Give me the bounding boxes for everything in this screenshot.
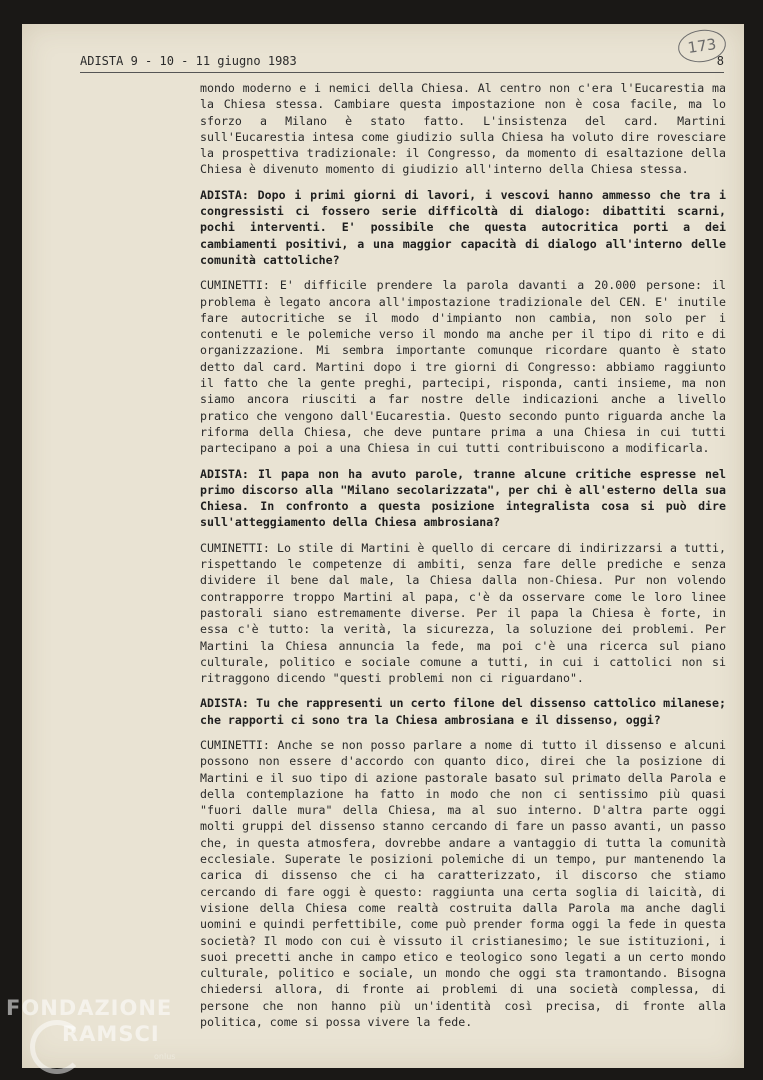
watermark-sub: onlus	[154, 1052, 176, 1061]
speaker-label: ADISTA:	[200, 696, 249, 711]
paragraph-text: Tu che rappresenti un certo filone del dissenso cattolico milanese; che rapporti ci sono tra la Chiesa ambrosiana e il dissenso, oggi?	[200, 696, 726, 727]
paragraph-answer	[200, 737, 726, 1030]
speaker-label: ADISTA:	[200, 187, 249, 202]
paragraph-question	[200, 466, 726, 531]
paragraph-answer	[200, 540, 726, 687]
page-number: 8	[716, 54, 724, 68]
speaker-label: CUMINETTI:	[200, 737, 270, 752]
fondazione-gramsci-watermark	[6, 996, 196, 1076]
paragraph-text: Anche se non posso parlare a nome di tutto il dissenso e alcuni possono non essere d'accordo con quanto dico, direi che la posizione di Martini e il suo tipo di azione pastorale basato sul primato della Parola e della contemplazione ha fatto in modo che non ci sentissimo più quasi "fuori dalle mura" della Chiesa, ma al suo interno. D'altra parte oggi molti gruppi del dissenso stanno cercando di fare un passo avanti, un passo che, in questa atmosfera, dovrebbe andare a vantaggio di tutta la comunità ecclesiale. Superate le posizioni polemiche di un tempo, pur mantenendo la carica di dissenso che ci ha caratterizzato, il discorso che stiamo cercando di fare oggi è questo: raggiunta una certa soglia di laicità, di visione della Chiesa come realtà costruita dalla Parola ma anche dagli uomini e quindi perfettibile, come può prender forma oggi la fede in questa società? Il modo con cui è vissuto il cristianesimo; le sue istituzioni, i suoi precetti anche in campo etico e teologico sono legati a un certo mondo culturale, politico e sociale, un mondo che oggi sta tramontando. Bisogna chiedersi allora, di fronte ai problemi di una società complessa, di persone che non hanno più un'identità così precisa, di fronte alla politica, come si possa vivere la fede.	[200, 737, 726, 1030]
archive-stamp: 173	[676, 27, 728, 65]
watermark-line2: RAMSCI	[62, 1022, 160, 1046]
paragraph-text: mondo moderno e i nemici della Chiesa. Al centro non c'era l'Eucarestia ma la Chiesa stessa. Cambiare questa impostazione non è cosa facile, ma lo sforzo a Milano è stato fatto. L'insistenza del card. Martini sull'Eucarestia intesa come giudizio sulla Chiesa ha voluto dire rovesciare la prospettiva tradizionale: il Congresso, da momento di esaltazione della Chiesa è divenuto momento di giudizio all'interno della Chiesa stessa.	[200, 81, 726, 177]
publication-title: ADISTA 9 - 10 - 11 giugno 1983	[80, 54, 297, 68]
speaker-label: CUMINETTI:	[200, 278, 270, 293]
paragraph-text: Lo stile di Martini è quello di cercare di indirizzarsi a tutti, rispettando le competenze di ambiti, senza fare delle prediche e senza dividere il bene dal male, la Chiesa dalla non-Chiesa. Pur non volendo contrapporre troppo Martini al papa, c'è da osservare come le loro linee pastorali siano estremamente diverse. Per il papa la Chiesa è forte, in essa c'è tutto: la verità, la sicurezza, la soluzione dei problemi. Per Martini la Chiesa annuncia la fede, ma poi c'è una ricerca sul piano culturale, politico e sociale comune a tutti, in cui i cattolici non si ritraggono dicendo "questi problemi non ci riguardano".	[200, 540, 726, 686]
paragraph-text: Dopo i primi giorni di lavori, i vescovi hanno ammesso che tra i congressisti ci fossero serie difficoltà di dialogo: dibattiti scarni, pochi interventi. E' possibile che questa autocritica porti a dei cambiamenti positivi, a una maggior capacità di dialogo all'interno delle comunità cattoliche?	[200, 187, 726, 267]
paragraph-answer	[200, 277, 726, 456]
paragraph-question	[200, 695, 726, 728]
document-page	[22, 24, 744, 1068]
article-body	[200, 80, 726, 1039]
page-header	[80, 52, 724, 73]
speaker-label: CUMINETTI:	[200, 540, 270, 555]
paragraph-text: E' difficile prendere la parola davanti a 20.000 persone: il problema è legato ancora all'impostazione tradizionale del CEN. E' inutile fare autocritiche se il modo d'impianto non cambia, non solo per i contenuti e le polemiche verso il mondo ma anche per il tipo di rito e di organizzazione. Mi sembra importante comunque ricordare quanto è stato detto dal card. Martini dopo i tre giorni di Congresso: abbiamo raggiunto il fatto che la gente preghi, partecipi, risponda, canti insieme, ma non siamo ancora riusciti a far nostre delle indicazioni anche a livello pratico che vengono dall'Eucarestia. Questo secondo punto riguarda anche la riforma della Chiesa, che deve puntare prima a una Chiesa in cui tutti partecipano a poi a una Chiesa in cui tutti contribuiscono a modificarla.	[200, 278, 726, 456]
paragraph-answer	[200, 80, 726, 178]
paragraph-text: Il papa non ha avuto parole, tranne alcune critiche espresse nel primo discorso alla "Milano secolarizzata", per chi è all'esterno della sua Chiesa. In confronto a questa posizione integralista cosa si può dire sull'atteggiamento della Chiesa ambrosiana?	[200, 466, 726, 530]
paragraph-question	[200, 187, 726, 268]
watermark-line1: FONDAZIONE	[6, 996, 173, 1020]
speaker-label: ADISTA:	[200, 466, 249, 481]
